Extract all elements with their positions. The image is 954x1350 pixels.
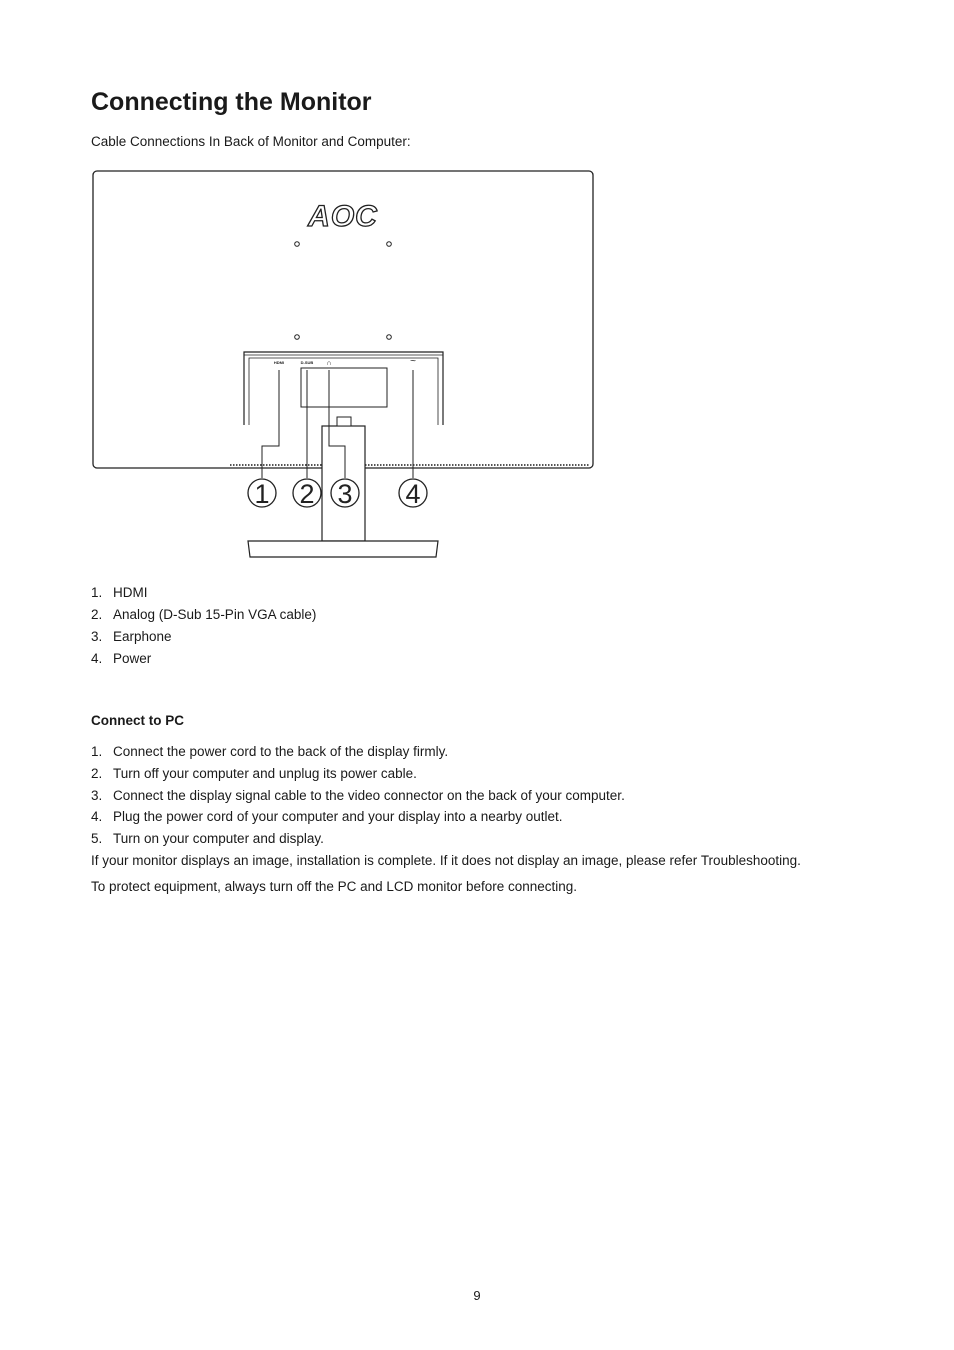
page-number: 9 [473,1288,481,1303]
list-text: Turn off your computer and unplug its power cable. [113,765,417,781]
port-label-power: ~ [410,356,416,367]
list-number: 4. [91,809,103,825]
figure-caption: Cable Connections In Back of Monitor and Computer: [91,134,411,149]
list-text: Analog (D-Sub 15-Pin VGA cable) [113,607,317,622]
list-text: Connect the display signal cable to the video connector on the back of your computer. [113,787,625,803]
list-text: Connect the power cord to the back of the display firmly. [113,744,449,759]
list-item [91,607,316,629]
callout-4-number: 4 [405,479,421,509]
list-number: 2. [91,765,103,781]
list-item [91,766,625,788]
list-number: 2. [91,607,103,622]
aoc-logo [307,200,378,233]
list-number: 1. [91,744,103,759]
list-item [91,809,625,831]
callout-1-number: 1 [254,479,270,509]
list-number: 4. [91,651,103,666]
stand-base [248,541,438,557]
list-text: Power [113,651,152,666]
port-label-dsub: D-SUB [300,360,314,365]
list-item [91,585,316,607]
port-label-hdmi: HDMI [273,360,285,365]
section-heading: Connect to PC [91,713,184,728]
callout-2 [293,479,321,509]
list-number: 3. [91,629,103,644]
list-text: Plug the power cord of your computer and your display into a nearby outlet. [113,809,563,825]
list-number: 3. [91,787,103,803]
port-list [91,585,316,673]
callout-2-number: 2 [299,479,315,509]
aoc-logo-text: AOC [308,200,378,233]
callout-1 [248,479,276,509]
list-number: 1. [91,585,103,600]
list-item [91,651,316,673]
list-text: HDMI [113,585,148,600]
callout-3-number: 3 [337,479,353,509]
list-text: Turn on your computer and display. [113,831,324,846]
list-text: Earphone [113,629,172,644]
callout-4 [399,479,427,509]
page-title: Connecting the Monitor [91,88,372,116]
monitor-back-diagram [88,165,600,563]
success-note: If your monitor displays an image, installation is complete. If it does not display an image, please refer Troubleshooting. [91,853,801,868]
list-item [91,744,625,766]
step-list [91,744,625,853]
protect-note: To protect equipment, always turn off the PC and LCD monitor before connecting. [91,879,578,894]
list-item [91,831,625,853]
list-item [91,629,316,651]
list-number: 5. [91,831,103,846]
port-label-earphone: ∩ [326,360,332,367]
list-item [91,788,625,810]
